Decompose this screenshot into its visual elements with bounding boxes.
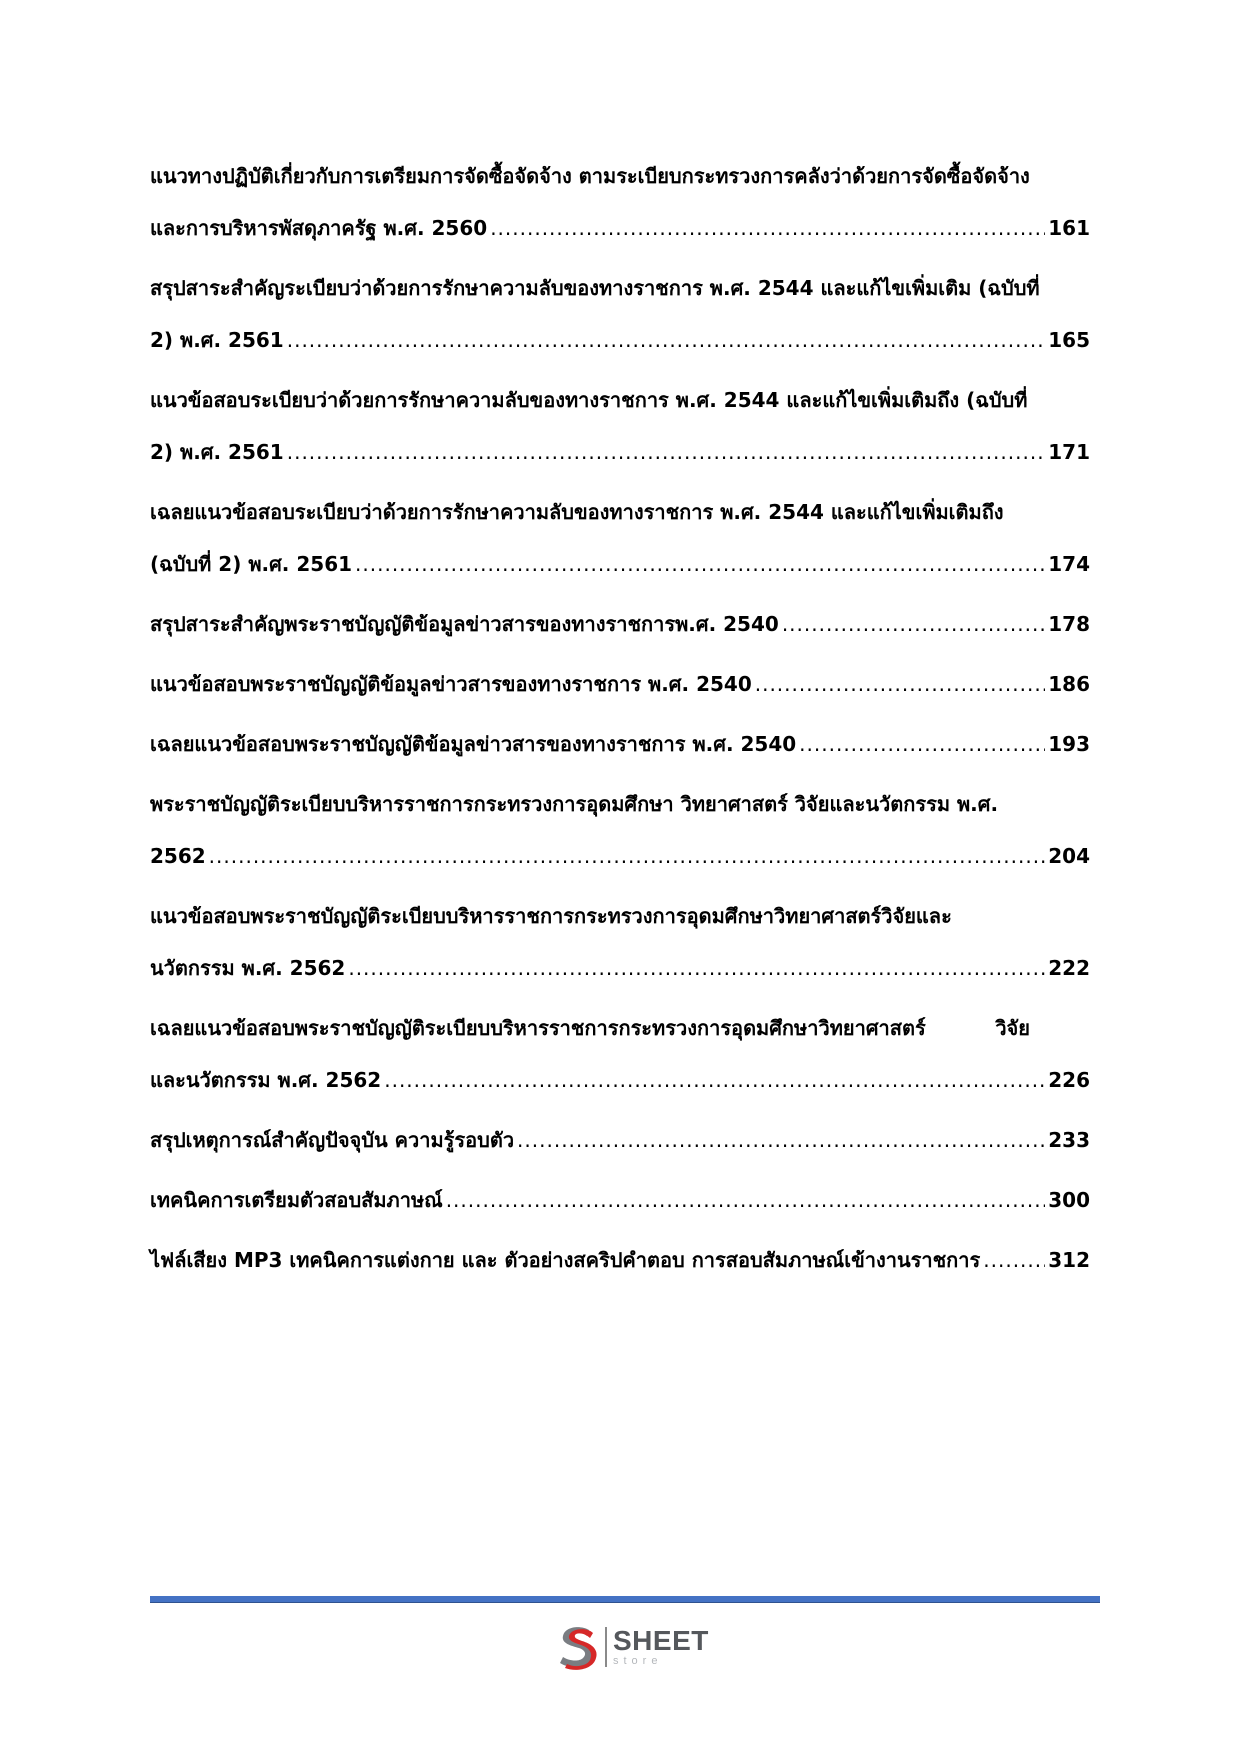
page-number: 233 bbox=[1048, 1128, 1090, 1152]
toc-entry-title-end: 2) พ.ศ. 2561 bbox=[150, 440, 284, 464]
toc-entry-last-line bbox=[150, 942, 1090, 994]
toc-entry[interactable] bbox=[150, 778, 1090, 882]
page-number: 204 bbox=[1048, 844, 1090, 868]
toc-entry-last-line bbox=[150, 1054, 1090, 1106]
toc-entry-title-end: สรุปเหตุการณ์สำคัญปัจจุบัน ความรู้รอบตัว bbox=[150, 1128, 515, 1152]
toc-entry-last-line bbox=[150, 1234, 1090, 1286]
toc-entry-last-line bbox=[150, 658, 1090, 710]
toc-entry-title-end: ไฟล์เสียง MP3 เทคนิคการแต่งกาย และ ตัวอย่างสคริปคำตอบ การสอบสัมภาษณ์เข้างานราชการ bbox=[150, 1248, 981, 1272]
sheet-store-s-mark-icon bbox=[555, 1624, 599, 1670]
footer-divider bbox=[150, 1596, 1100, 1603]
toc-entry[interactable] bbox=[150, 658, 1090, 710]
toc-entry-title-end: 2) พ.ศ. 2561 bbox=[150, 328, 284, 352]
toc-entry-last-line bbox=[150, 202, 1090, 254]
page-number: 300 bbox=[1048, 1188, 1090, 1212]
toc-entry[interactable] bbox=[150, 262, 1090, 366]
logo-word-main: SHEET bbox=[613, 1625, 709, 1656]
dot-leader bbox=[517, 1114, 1045, 1166]
dot-leader bbox=[983, 1234, 1045, 1286]
dot-leader bbox=[209, 830, 1046, 882]
toc-entry-title-line: พระราชบัญญัติระเบียบบริหารราชการกระทรวงการอุดมศึกษา วิทยาศาสตร์ วิจัยและนวัตกรรม พ.ศ. bbox=[150, 792, 999, 816]
dot-leader bbox=[384, 1054, 1045, 1106]
toc-entry[interactable] bbox=[150, 1114, 1090, 1166]
toc-entry[interactable] bbox=[150, 486, 1090, 590]
toc-entry[interactable] bbox=[150, 150, 1090, 254]
toc-entry-last-line bbox=[150, 1174, 1090, 1226]
page-number: 226 bbox=[1048, 1068, 1090, 1092]
sheet-store-logo bbox=[555, 1622, 709, 1672]
dot-leader bbox=[355, 538, 1045, 590]
toc-entry-title-end: (ฉบับที่ 2) พ.ศ. 2561 bbox=[150, 552, 353, 576]
dot-leader bbox=[490, 202, 1045, 254]
toc-entry-last-line bbox=[150, 314, 1090, 366]
toc-entry-last-line bbox=[150, 718, 1090, 770]
toc-entry[interactable] bbox=[150, 374, 1090, 478]
table-of-contents bbox=[150, 150, 1090, 1294]
page-number: 193 bbox=[1048, 732, 1090, 756]
toc-entry[interactable] bbox=[150, 1002, 1090, 1106]
toc-entry-title-line: สรุปสาระสำคัญระเบียบว่าด้วยการรักษาความลับของทางราชการ พ.ศ. 2544 และแก้ไขเพิ่มเติม (ฉบับที่ bbox=[150, 276, 1040, 300]
page-number: 186 bbox=[1048, 672, 1090, 696]
logo-divider bbox=[605, 1627, 607, 1667]
toc-entry-title-end: และการบริหารพัสดุภาครัฐ พ.ศ. 2560 bbox=[150, 216, 488, 240]
dot-leader bbox=[755, 658, 1046, 710]
toc-entry-title-end: สรุปสาระสำคัญพระราชบัญญัติข้อมูลข่าวสารของทางราชการพ.ศ. 2540 bbox=[150, 612, 779, 636]
toc-entry-title-line: แนวทางปฏิบัติเกี่ยวกับการเตรียมการจัดซื้อจัดจ้าง ตามระเบียบกระทรวงการคลังว่าด้วยการจัดซื้อจัดจ้าง bbox=[150, 164, 1030, 188]
toc-entry-last-line bbox=[150, 1114, 1090, 1166]
dot-leader bbox=[348, 942, 1045, 994]
dot-leader bbox=[782, 598, 1045, 650]
toc-entry-title-end: และนวัตกรรม พ.ศ. 2562 bbox=[150, 1068, 382, 1092]
page-number: 222 bbox=[1048, 956, 1090, 980]
dot-leader bbox=[446, 1174, 1046, 1226]
toc-entry-title-line: เฉลยแนวข้อสอบระเบียบว่าด้วยการรักษาความลับของทางราชการ พ.ศ. 2544 และแก้ไขเพิ่มเติมถึง bbox=[150, 500, 1004, 524]
toc-entry-last-line bbox=[150, 538, 1090, 590]
page-number: 165 bbox=[1048, 328, 1090, 352]
toc-entry[interactable] bbox=[150, 598, 1090, 650]
toc-entry-title-end: 2562 bbox=[150, 844, 206, 868]
toc-entry-title-line: แนวข้อสอบระเบียบว่าด้วยการรักษาความลับของทางราชการ พ.ศ. 2544 และแก้ไขเพิ่มเติมถึง (ฉบับที่ bbox=[150, 388, 1028, 412]
toc-entry-title-end: เฉลยแนวข้อสอบพระราชบัญญัติข้อมูลข่าวสารของทางราชการ พ.ศ. 2540 bbox=[150, 732, 797, 756]
toc-entry[interactable] bbox=[150, 890, 1090, 994]
toc-entry-last-line bbox=[150, 426, 1090, 478]
dot-leader bbox=[287, 426, 1046, 478]
page-number: 171 bbox=[1048, 440, 1090, 464]
dot-leader bbox=[799, 718, 1045, 770]
toc-entry[interactable] bbox=[150, 1174, 1090, 1226]
page-number: 178 bbox=[1048, 612, 1090, 636]
toc-entry-title-end: เทคนิคการเตรียมตัวสอบสัมภาษณ์ bbox=[150, 1188, 443, 1212]
dot-leader bbox=[287, 314, 1046, 366]
toc-entry-title-end: แนวข้อสอบพระราชบัญญัติข้อมูลข่าวสารของทางราชการ พ.ศ. 2540 bbox=[150, 672, 752, 696]
toc-entry-title-end: นวัตกรรม พ.ศ. 2562 bbox=[150, 956, 346, 980]
toc-entry-last-line bbox=[150, 830, 1090, 882]
page-number: 161 bbox=[1048, 216, 1090, 240]
page-number: 174 bbox=[1048, 552, 1090, 576]
logo-wordmark bbox=[613, 1627, 709, 1667]
logo-word-sub: store bbox=[613, 1655, 663, 1667]
toc-entry-last-line bbox=[150, 598, 1090, 650]
toc-entry-title-line: แนวข้อสอบพระราชบัญญัติระเบียบบริหารราชการกระทรวงการอุดมศึกษาวิทยาศาสตร์วิจัยและ bbox=[150, 904, 952, 928]
page-number: 312 bbox=[1048, 1248, 1090, 1272]
toc-entry[interactable] bbox=[150, 718, 1090, 770]
toc-entry-title-line: เฉลยแนวข้อสอบพระราชบัญญัติระเบียบบริหารราชการกระทรวงการอุดมศึกษาวิทยาศาสตร์ วิจัย bbox=[150, 1016, 1030, 1040]
toc-entry[interactable] bbox=[150, 1234, 1090, 1286]
